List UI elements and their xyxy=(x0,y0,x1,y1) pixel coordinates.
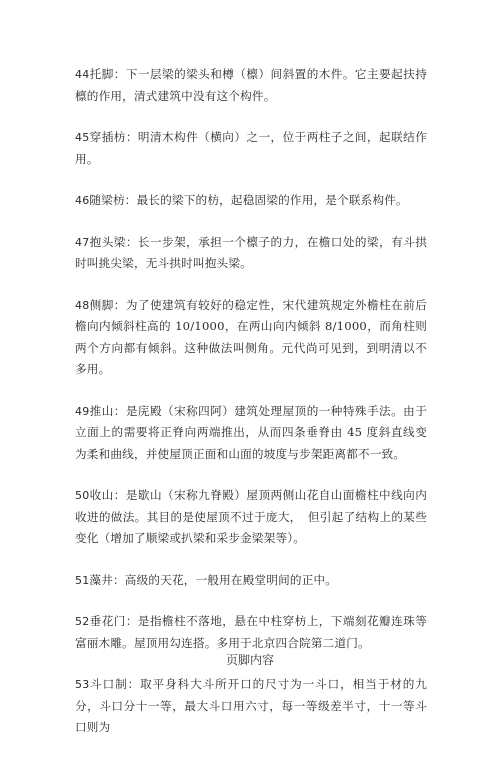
entry-number: 52 xyxy=(75,615,90,628)
entry-text: 斗口制：取平身科大斗所开口的尺寸为一斗口，相当于材的九分，斗口分十一等，最大斗口用六寸，每一等级差半寸，十一等斗口则为 xyxy=(75,677,427,734)
entry-50 xyxy=(75,485,427,550)
entry-44 xyxy=(75,64,427,107)
entry-number: 53 xyxy=(75,678,90,691)
entry-45 xyxy=(75,127,427,170)
entry-text: 推山：是庑殿（宋称四阿）建筑处理屋顶的一种特殊手法。由于立面上的需要将正脊向两端推出，从而四条垂脊由 45 度斜直线变为柔和曲线，并使屋顶正面和山面的坡度与步架距离都不一致。 xyxy=(75,403,427,461)
entry-number: 48 xyxy=(75,298,90,312)
entry-53 xyxy=(75,674,427,739)
entry-text: 藻井：高级的天花，一般用在殿堂明间的正中。 xyxy=(89,572,338,587)
entry-text: 随梁枋：最长的梁下的枋，起稳固梁的作用，是个联系构件。 xyxy=(89,193,408,207)
entry-text: 收山：是歇山（宋称九脊殿）屋顶两侧山花自山面檐柱中线向内收进的做法。其目的是使屋顶不过于庞大， 但引起了结构上的某些变化（增加了顺梁或扒梁和采步金梁架等）。 xyxy=(75,488,427,545)
entry-52 xyxy=(75,611,427,654)
entry-text: 托脚：下一层梁的梁头和樽（檩）间斜置的木件。它主要起扶持檩的作用，清式建筑中没有这个构件。 xyxy=(75,67,427,103)
entry-number: 45 xyxy=(75,131,90,144)
entry-number: 51 xyxy=(75,573,90,587)
entry-number: 49 xyxy=(75,404,90,418)
entry-number: 50 xyxy=(75,489,90,502)
entry-text: 垂花门：是指檐柱不落地，悬在中柱穿枋上，下端刻花瓣连珠等富丽木雕。屋顶用勾连搭。多用于北京四合院第二道门。 xyxy=(75,614,427,650)
page-footer: 页脚内容 xyxy=(225,653,274,667)
entry-number: 47 xyxy=(75,235,90,249)
entry-51 xyxy=(75,570,427,592)
entry-46 xyxy=(75,190,427,212)
entry-number: 44 xyxy=(75,68,90,81)
entry-text: 穿插枋：明清木构件（横向）之一，位于两柱子之间，起联结作用。 xyxy=(75,130,427,166)
entry-49 xyxy=(75,401,427,466)
entry-number: 46 xyxy=(75,194,90,207)
entry-48 xyxy=(75,295,427,381)
entry-text: 抱头梁：长一步架，承担一个檩子的力，在檐口处的梁，有斗拱时叫挑尖梁，无斗拱时叫抱头梁。 xyxy=(75,234,427,270)
entry-47 xyxy=(75,232,427,275)
entry-text: 侧脚：为了使建筑有较好的稳定性，宋代建筑规定外檐柱在前后檐向内倾斜柱高的 10/1000，在两山向内倾斜 8/1000，而角柱则两个方向都有倾斜。这种做法叫侧角。元代尚可见到，到明清以不多用。 xyxy=(75,297,427,376)
